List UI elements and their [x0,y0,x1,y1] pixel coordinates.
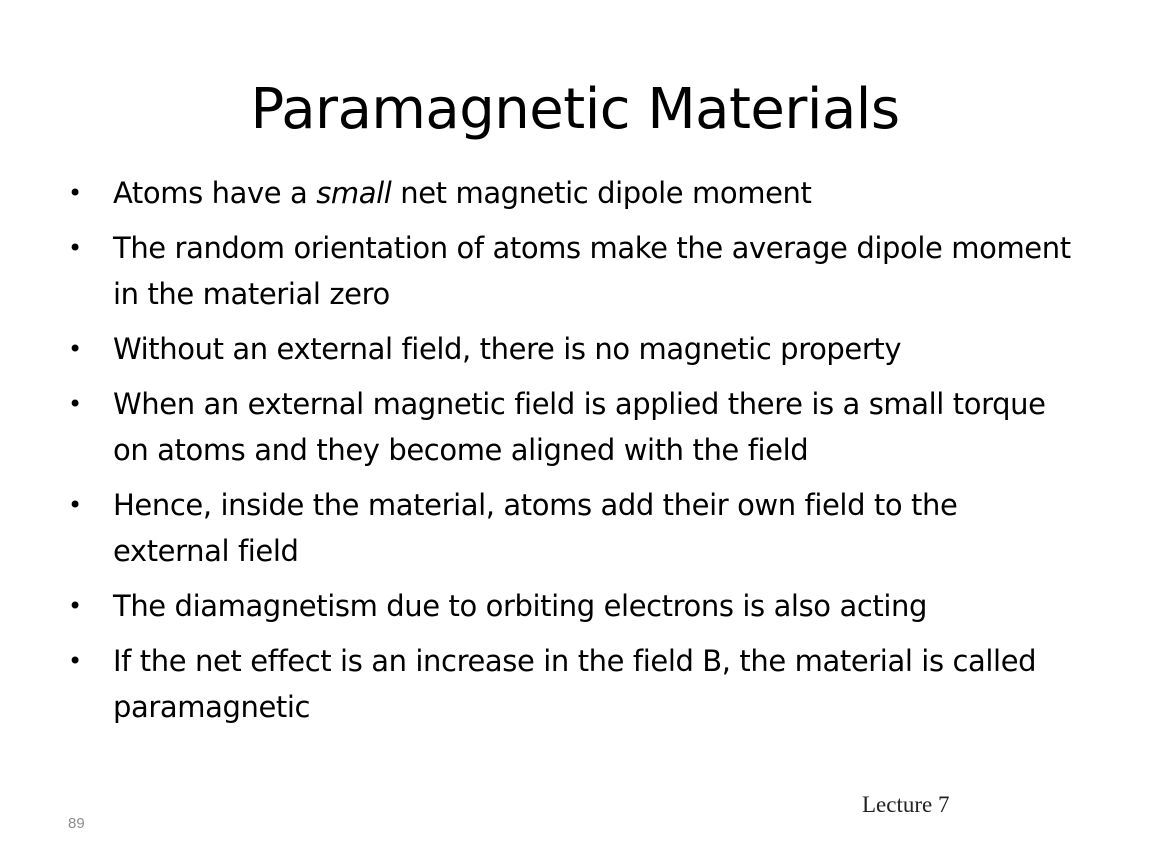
bullet-icon: • [68,234,82,262]
bullet-text-continued: net magnetic dipole moment [391,176,812,210]
bullet-icon: • [68,179,82,207]
bullet-text: When an external magnetic field is applied there is a small torque on atoms and they become aligned with the field [113,387,1046,467]
bullet-text: The random orientation of atoms make the average dipole moment in the material zero [113,231,1071,311]
bullet-list [68,170,1078,739]
bullet-item-6 [68,583,1078,629]
bullet-item-3 [68,326,1078,372]
bullet-icon: • [68,491,82,519]
lecture-label: Lecture 7 [862,792,950,817]
bullet-text: Hence, inside the material, atoms add their own field to the external field [113,488,958,568]
bullet-text: If the net effect is an increase in the field B, the material is called paramagnetic [113,644,1037,724]
bullet-item-7 [68,638,1078,730]
slide-number: 89 [68,815,85,832]
bullet-icon: • [68,335,82,363]
bullet-icon: • [68,647,82,675]
bullet-text: Without an external field, there is no magnetic property [113,332,902,366]
bullet-icon: • [68,390,82,418]
bullet-item-5 [68,482,1078,574]
emphasis-text: small [316,176,392,210]
bullet-text: Atoms have a [113,176,317,210]
bullet-item-1 [68,170,1078,216]
bullet-text: The diamagnetism due to orbiting electrons is also acting [113,589,927,623]
slide-title: Paramagnetic Materials [250,77,900,142]
bullet-item-4 [68,381,1078,473]
bullet-icon: • [68,592,82,620]
bullet-item-2 [68,225,1078,317]
